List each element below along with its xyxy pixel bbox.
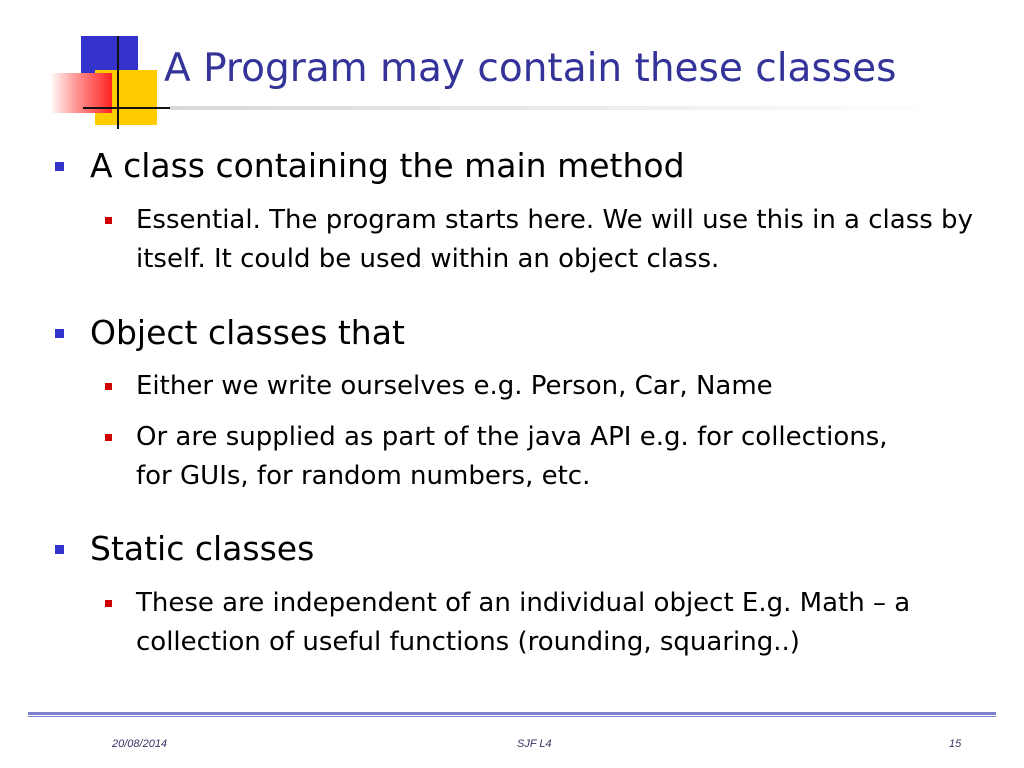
bullet-square-icon — [55, 162, 64, 171]
sub-bullet-text: Or are supplied as part of the java API e.g. for collections, for GUIs, for random numbers, etc. — [136, 422, 888, 491]
sub-bullet-2-1 — [136, 367, 996, 406]
sub-bullet-text: Either we write ourselves e.g. Person, Car, Name — [136, 371, 773, 401]
footer-page-number: 15 — [949, 738, 962, 750]
sub-bullet-square-icon — [105, 434, 112, 441]
slide-logo — [0, 0, 170, 135]
logo-vertical-line — [117, 36, 119, 129]
footer-rule-thin — [28, 716, 996, 717]
footer-date: 20/08/2014 — [112, 738, 168, 750]
sub-bullet-text: These are independent of an individual object E.g. Math – a collection of useful functions (rounding, squaring..) — [136, 588, 911, 657]
title-underline — [170, 106, 950, 110]
sub-bullet-text: Essential. The program starts here. We will use this in a class by itself. It could be used within an object class. — [136, 205, 973, 274]
bullet-square-icon — [55, 329, 64, 338]
bullet-text: Object classes that — [90, 313, 405, 352]
bullet-2 — [90, 313, 405, 352]
bullet-1 — [90, 146, 685, 185]
sub-bullet-square-icon — [105, 600, 112, 607]
sub-bullet-3-1 — [136, 584, 936, 662]
bullet-text: Static classes — [90, 529, 315, 568]
bullet-3 — [90, 529, 314, 568]
slide-title: A Program may contain these classes — [164, 46, 897, 91]
sub-bullet-square-icon — [105, 217, 112, 224]
footer-center-text: SJF L4 — [517, 738, 552, 750]
sub-bullet-1-1 — [136, 201, 996, 279]
footer-rule — [28, 712, 996, 715]
sub-bullet-square-icon — [105, 383, 112, 390]
sub-bullet-2-2 — [136, 418, 896, 496]
bullet-square-icon — [55, 545, 64, 554]
bullet-text: A class containing the main method — [90, 146, 685, 185]
